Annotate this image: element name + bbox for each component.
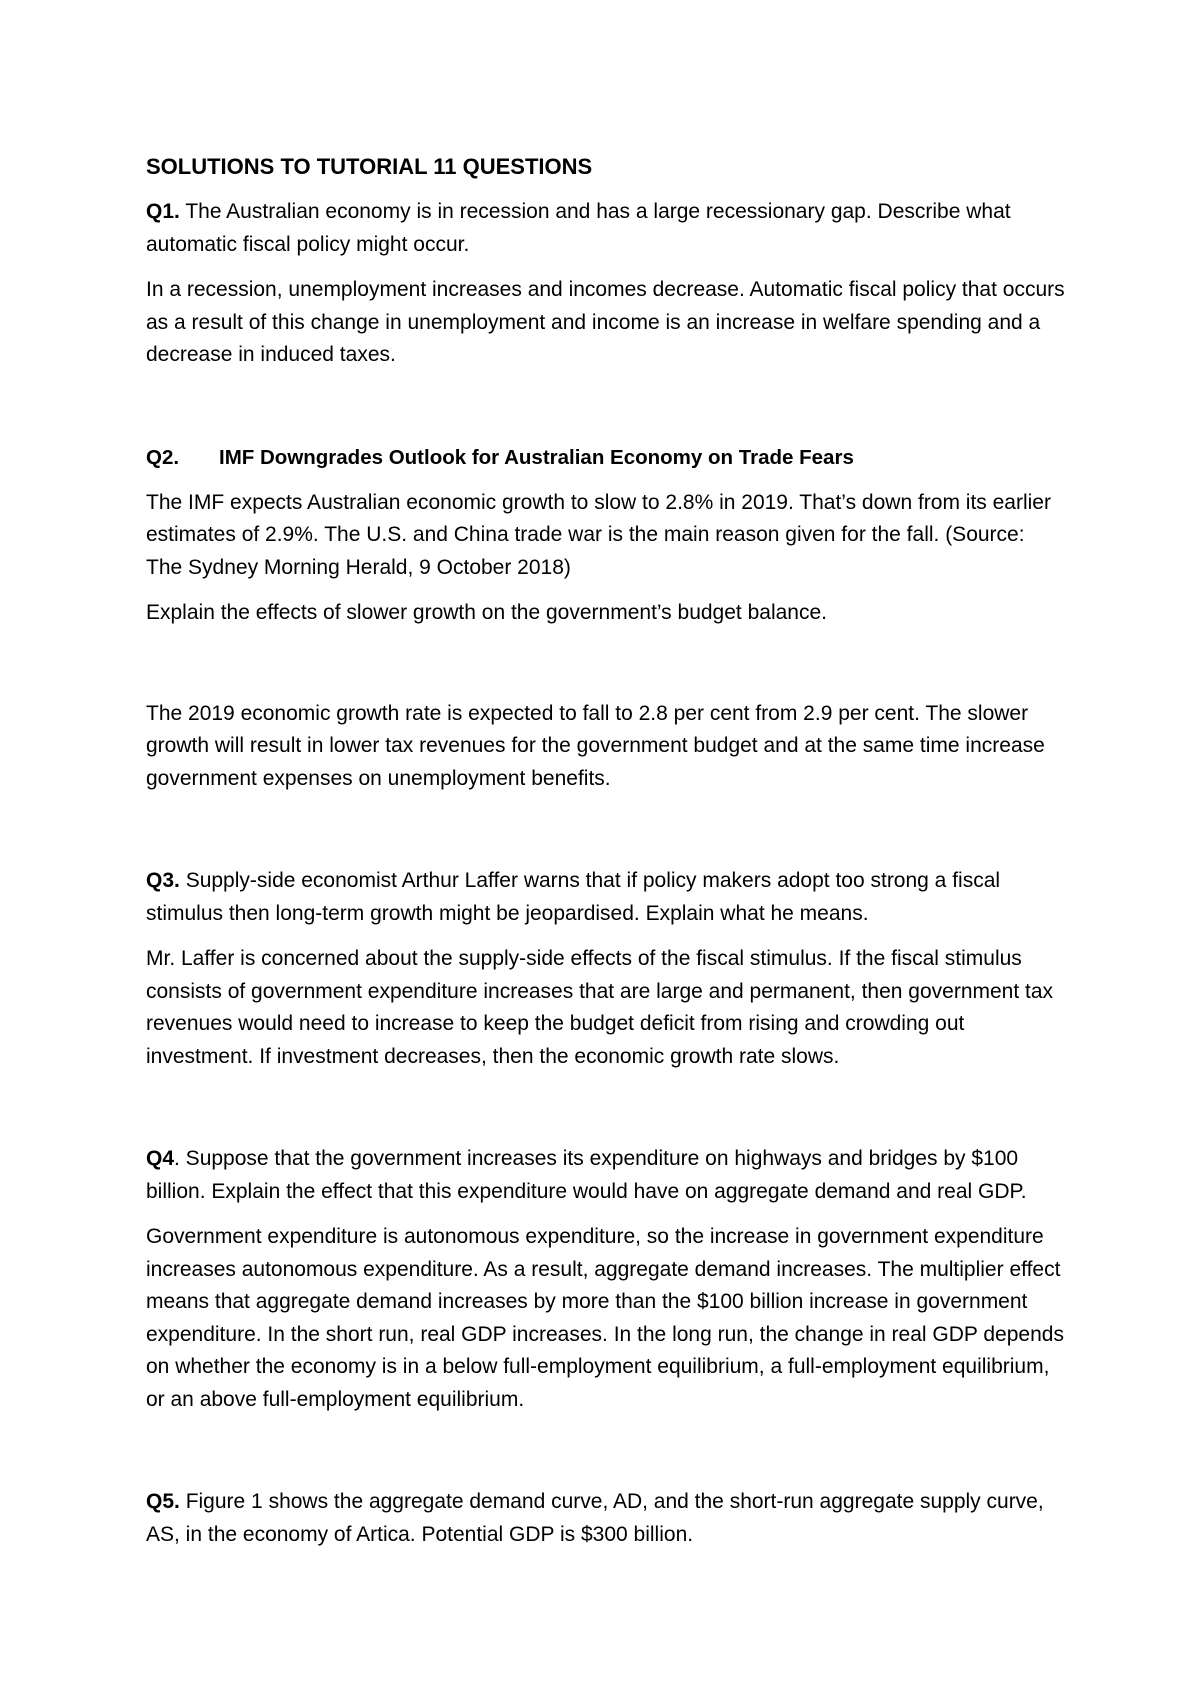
q4-label: Q4 xyxy=(146,1147,175,1170)
q1-label: Q1. xyxy=(146,200,180,223)
q3-label: Q3. xyxy=(146,869,180,892)
q3-question xyxy=(146,865,1066,930)
q2-question: Explain the effects of slower growth on the government’s budget balance. xyxy=(146,601,827,624)
q1-question-text: The Australian economy is in recession and has a large recessionary gap. Describe what automatic fiscal policy might occur. xyxy=(146,200,1011,256)
section-spacer xyxy=(146,808,1066,865)
section-spacer xyxy=(146,1086,1066,1143)
section-spacer xyxy=(146,1429,1066,1486)
section-spacer xyxy=(146,385,1066,442)
q2-heading xyxy=(146,442,1066,474)
document-content xyxy=(146,152,1066,1564)
q2-answer: The 2019 economic growth rate is expected to fall to 2.8 per cent from 2.9 per cent. The slower growth will result in lower tax revenues for the government budget and at the same time increase government expenses on unemployment benefits. xyxy=(146,701,1045,790)
q1-answer: In a recession, unemployment increases and incomes decrease. Automatic fiscal policy that occurs as a result of this change in unemployment and income is an increase in welfare spending and a decrease in induced taxes. xyxy=(146,278,1065,366)
q4-question xyxy=(146,1143,1066,1208)
q2-label: Q2. xyxy=(146,445,180,469)
q1-question xyxy=(146,196,1066,261)
q2-article: The IMF expects Australian economic growth to slow to 2.8% in 2019. That’s down from its earlier estimates of 2.9%. The U.S. and China trade war is the main reason given for the fall. (Source: The Sydney Morning Herald, 9 October 2018) xyxy=(146,490,1051,579)
q5-question xyxy=(146,1486,1066,1551)
q4-question-text: . Suppose that the government increases its expenditure on highways and bridges by $100 billion. Explain the effect that this expenditure would have on aggregate demand and real GDP. xyxy=(146,1147,1027,1203)
q3-answer: Mr. Laffer is concerned about the supply-side effects of the fiscal stimulus. If the fiscal stimulus consists of government expenditure increases that are large and permanent, then government tax revenues would need to increase to keep the budget deficit from rising and crowding out investment. If investment decreases, then the economic growth rate slows. xyxy=(146,947,1054,1068)
q2-headline: IMF Downgrades Outlook for Australian Economy on Trade Fears xyxy=(219,445,854,469)
q3-question-text: Supply-side economist Arthur Laffer warns that if policy makers adopt too strong a fiscal stimulus then long-term growth might be jeopardised. Explain what he means. xyxy=(146,869,1001,925)
section-spacer xyxy=(146,643,1066,698)
page-title: SOLUTIONS TO TUTORIAL 11 QUESTIONS xyxy=(146,154,593,179)
q4-answer: Government expenditure is autonomous expenditure, so the increase in government expenditure increases autonomous expenditure. As a result, aggregate demand increases. The multiplier effect means that aggregate demand increases by more than the $100 billion increase in government expenditure. In the short run, real GDP increases. In the long run, the change in real GDP depends on whether the economy is in a below full-employment equilibrium, a full-employment equilibrium, or an above full-employment equilibrium. xyxy=(146,1225,1064,1411)
q5-question-text: Figure 1 shows the aggregate demand curve, AD, and the short-run aggregate supply curve, AS, in the economy of Artica. Potential GDP is $300 billion. xyxy=(146,1490,1044,1546)
q5-label: Q5. xyxy=(146,1490,180,1513)
